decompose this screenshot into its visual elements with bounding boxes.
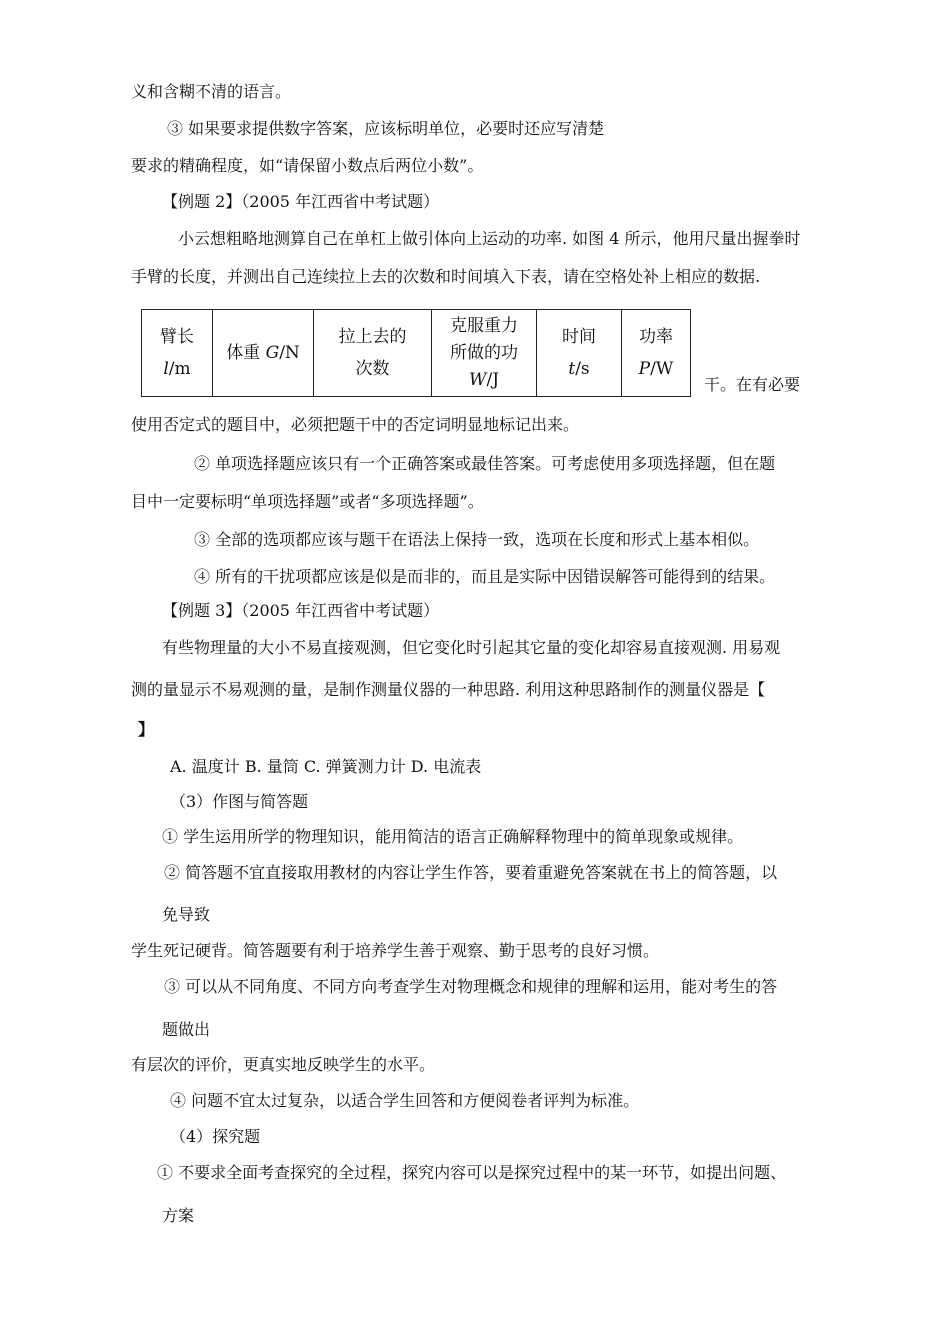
text-line: ③ 全部的选项都应该与题干在语法上保持一致，选项在长度和形式上基本相似。 <box>194 530 760 549</box>
text-line: 使用否定式的题目中，必须把题干中的否定词明显地标记出来。 <box>131 415 580 434</box>
section-heading: （4）探究题 <box>170 1127 261 1146</box>
text-line: 有些物理量的大小不易直接观测，但它变化时引起其它量的变化却容易直接观测. 用易观 <box>162 638 781 657</box>
example-heading: 【例题 2】（2005 年江西省中考试题） <box>162 192 440 211</box>
table-cell: 体重 G/N <box>213 310 314 397</box>
text-line: ② 单项选择题应该只有一个正确答案或最佳答案。可考虑使用多项选择题，但在题 <box>194 454 776 473</box>
text-line: 要求的精确程度，如“请保留小数点后两位小数”。 <box>131 156 484 175</box>
table-row <box>142 310 691 397</box>
text-line: ② 简答题不宜直接取用教材的内容让学生作答，要着重避免答案就在书上的简答题，以 <box>164 863 778 882</box>
text-line: 义和含糊不清的语言。 <box>131 82 292 101</box>
text-line: 干。在有必要 <box>704 375 801 394</box>
text-line: 学生死记硬背。简答题要有利于培养学生善于观察、勤于思考的良好习惯。 <box>131 941 660 960</box>
text-line: 有层次的评价，更真实地反映学生的水平。 <box>131 1055 436 1074</box>
example-heading: 【例题 3】（2005 年江西省中考试题） <box>162 601 440 620</box>
table-cell: 拉上去的 次数 <box>314 310 432 397</box>
table-cell: 功率 P/W <box>622 310 691 397</box>
text-line: ④ 所有的干扰项都应该是似是而非的，而且是实际中因错误解答可能得到的结果。 <box>194 567 776 586</box>
table-cell: 克服重力 所做的功 W/J <box>432 310 537 397</box>
section-heading: （3）作图与简答题 <box>170 792 309 811</box>
text-line: ① 不要求全面考查探究的全过程，探究内容可以是探究过程中的某一环节，如提出问题、 <box>157 1163 787 1182</box>
text-line: 手臂的长度，并测出自己连续拉上去的次数和时间填入下表，请在空格处补上相应的数据. <box>131 267 761 286</box>
text-line: 小云想粗略地测算自己在单杠上做引体向上运动的功率. 如图 4 所示，他用尺量出握拳时 <box>178 229 801 248</box>
text-line: 题做出 <box>162 1020 211 1039</box>
table-cell: 时间 t/s <box>537 310 622 397</box>
text-line: 测的量显示不易观测的量，是制作测量仪器的一种思路. 利用这种思路制作的测量仪器是【 <box>131 680 766 699</box>
text-line: ④ 问题不宜太过复杂，以适合学生回答和方便阅卷者评判为标准。 <box>170 1091 640 1110</box>
text-line: ① 学生运用所学的物理知识，能用简洁的语言正确解释物理中的简单现象或规律。 <box>162 827 744 846</box>
text-line: ③ 可以从不同角度、不同方向考查学生对物理概念和规律的理解和运用，能对考生的答 <box>164 977 778 996</box>
table-cell: 臂长 l/m <box>142 310 213 397</box>
text-line: 方案 <box>162 1206 195 1225</box>
data-table <box>141 309 691 397</box>
text-line: ③ 如果要求提供数字答案，应该标明单位，必要时还应写清楚 <box>167 119 605 138</box>
text-line: 目中一定要标明“单项选择题”或者“多项选择题”。 <box>131 492 484 511</box>
text-line: 免导致 <box>162 905 211 924</box>
text-line: 】 <box>138 720 155 739</box>
answer-options: A. 温度计 B. 量筒 C. 弹簧测力计 D. 电流表 <box>170 757 482 776</box>
